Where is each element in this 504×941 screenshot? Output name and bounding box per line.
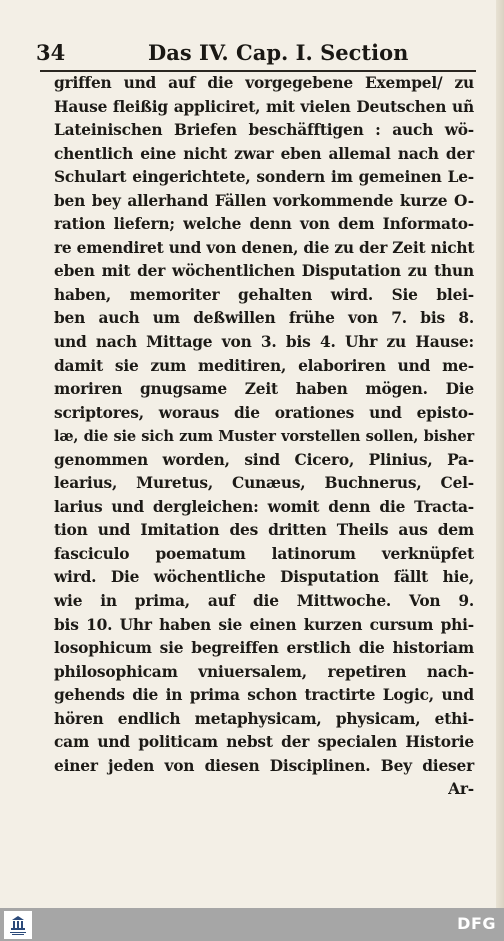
dfg-logo: DFG [457, 914, 496, 933]
text-line: ben auch um deßwillen frühe von 7. bis 8. [54, 309, 474, 328]
text-line: philosophicam vniuersalem, repetiren nach- [54, 662, 474, 681]
text-line: moriren gnugsame Zeit haben mögen. Die [54, 380, 474, 399]
text-line: gehends die in prima schon tractirte Logic, und [54, 686, 474, 705]
text-line: re emendiret und von denen, die zu der Zeit nicht [54, 238, 475, 257]
text-line: Ar- [448, 780, 474, 799]
page-number: 34 [36, 40, 66, 65]
text-line: fasciculo poematum latinorum verknüpfet [54, 544, 474, 563]
text-line: scriptores, woraus die orationes und episto- [54, 403, 474, 422]
text-line: genommen worden, sind Cicero, Plinius, Pa- [54, 450, 474, 469]
text-line: learius, Muretus, Cunæus, Buchnerus, Cel- [54, 474, 474, 493]
text-line: larius und dergleichen: womit denn die Tracta- [54, 497, 474, 516]
text-line: hören endlich metaphysicam, physicam, ethi- [54, 709, 474, 728]
text-line: Hause fleißig appliciret, mit vielen Deutschen uñ [54, 97, 474, 116]
text-line: ben bey allerhand Fällen vorkommende kurze O- [54, 191, 474, 210]
text-line: griffen und auf die vorgegebene Exempel/ zu [54, 74, 474, 92]
page-edge [496, 0, 504, 908]
text-line: wie in prima, auf die Mittwoche. Von 9. [54, 592, 474, 611]
text-line: læ, die sie sich zum Muster vorstellen sollen, bisher [54, 428, 474, 446]
text-line: und nach Mittage von 3. bis 4. Uhr zu Hause: [54, 333, 474, 352]
text-line: Schulart eingerichtete, sondern im gemeinen Le- [54, 168, 474, 187]
text-line: ration liefern; welche denn von dem Informato- [54, 215, 474, 234]
library-logo-icon [4, 911, 32, 939]
viewer-footer-bar [0, 908, 504, 941]
text-line: einer jeden von diesen Disciplinen. Bey dieser [54, 756, 474, 775]
text-line: damit sie zum meditiren, elaboriren und me- [54, 356, 474, 375]
text-line: wird. Die wöchentliche Disputation fällt hie, [54, 568, 474, 587]
text-line: haben, memoriter gehalten wird. Sie blei- [54, 285, 474, 304]
running-title: Das IV. Cap. I. Section [148, 40, 409, 65]
text-line: chentlich eine nicht zwar eben allemal nach der [54, 144, 474, 163]
text-line: cam und politicam nebst der specialen Historie [54, 733, 474, 752]
text-line: tion und Imitation des dritten Theils aus dem [54, 521, 474, 540]
text-line: losophicum sie begreiffen erstlich die historiam [54, 639, 474, 658]
body-text [54, 72, 474, 802]
text-line: eben mit der wöchentlichen Disputation zu thun [54, 262, 474, 281]
text-line: bis 10. Uhr haben sie einen kurzen cursum phi- [54, 615, 474, 634]
page-header [36, 40, 476, 66]
text-line: Lateinischen Briefen beschäfftigen : auch wö- [54, 121, 474, 140]
